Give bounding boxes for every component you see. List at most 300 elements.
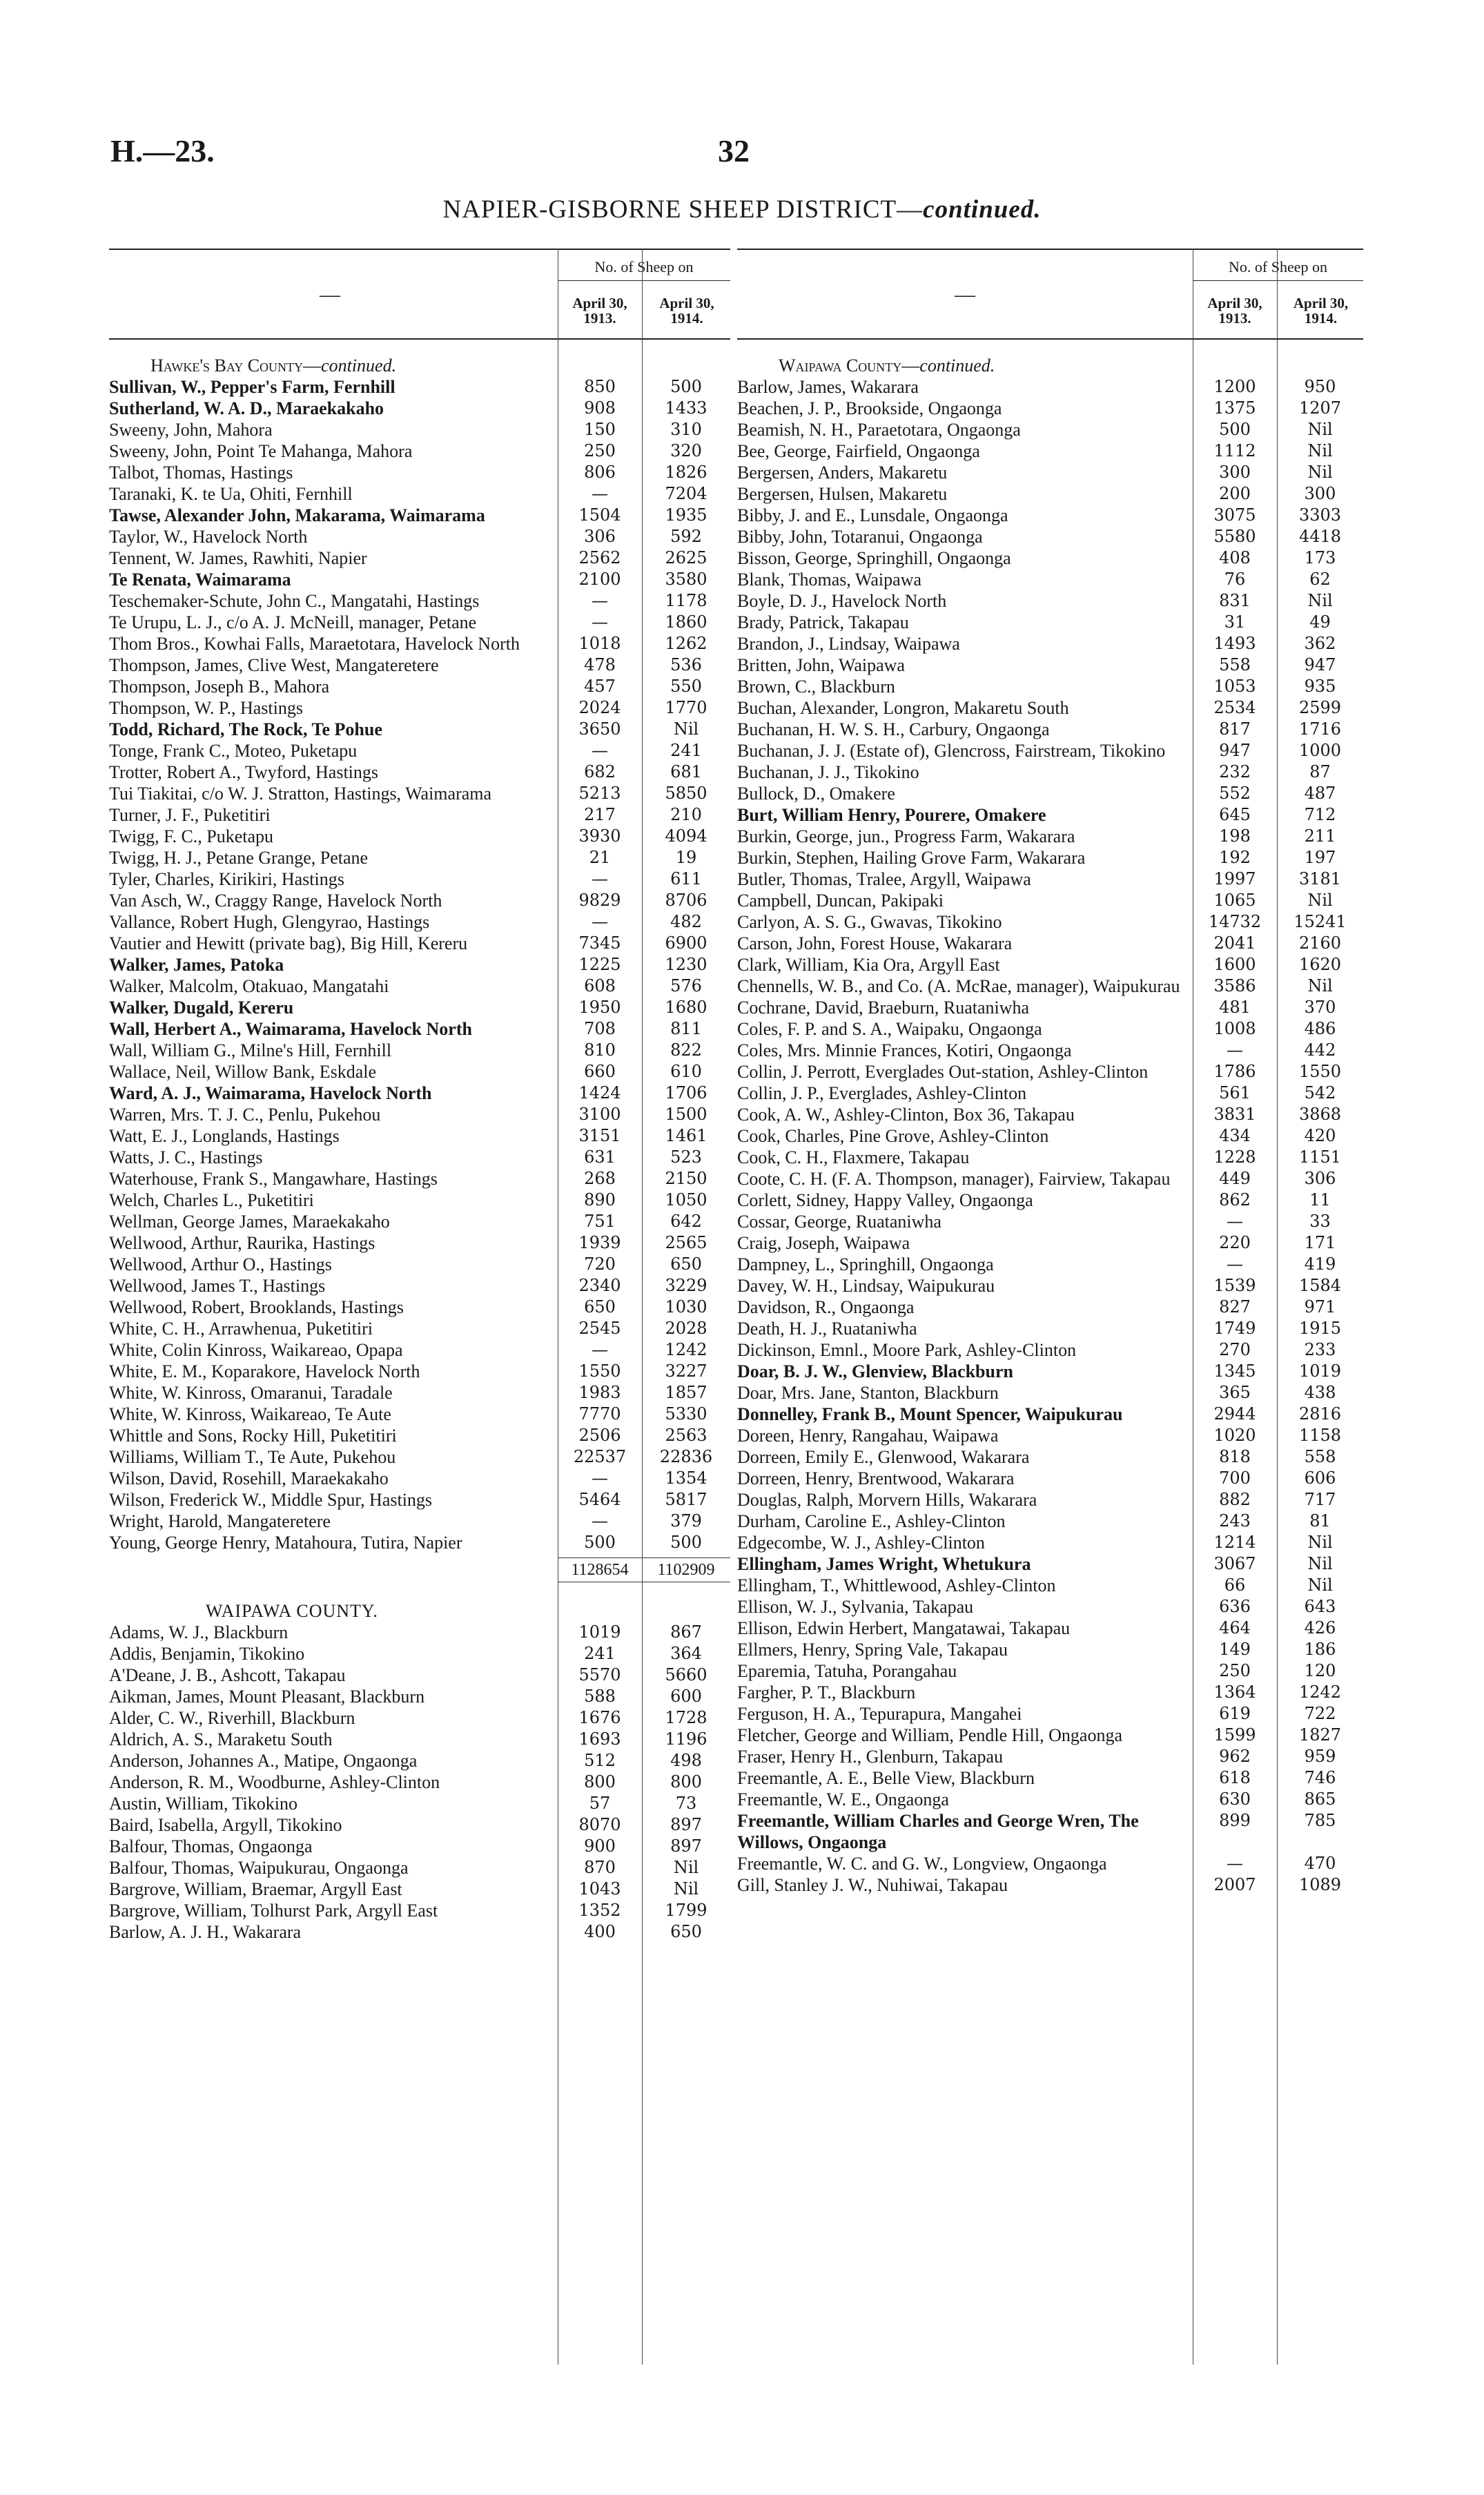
sheep-1913: 268 bbox=[584, 1169, 616, 1188]
sheep-1914: 33 bbox=[1309, 1212, 1331, 1231]
table-row bbox=[737, 1211, 1363, 1232]
table-row bbox=[109, 676, 730, 697]
sheep-1913: 9829 bbox=[578, 891, 621, 910]
holder-name: Britten, John, Waipawa bbox=[737, 655, 905, 675]
table-row bbox=[737, 569, 1363, 590]
sheep-1914: 865 bbox=[1304, 1789, 1336, 1809]
holder-name: Ferguson, H. A., Tepurapura, Mangahei bbox=[737, 1704, 1022, 1724]
sheep-1913: 31 bbox=[1224, 612, 1246, 632]
sheep-1913: 400 bbox=[584, 1922, 616, 1941]
sheep-1913: 5464 bbox=[578, 1490, 621, 1509]
holder-name: Doreen, Henry, Rangahau, Waipawa bbox=[737, 1426, 999, 1446]
sheep-1914: 2625 bbox=[665, 548, 707, 567]
table-row bbox=[109, 1168, 730, 1190]
sheep-1913: 1504 bbox=[578, 505, 621, 525]
table-row bbox=[737, 1040, 1363, 1061]
sheep-1913: — bbox=[592, 1340, 608, 1359]
holder-name: Dampney, L., Springhill, Ongaonga bbox=[737, 1254, 994, 1274]
sheep-1913: 150 bbox=[584, 420, 616, 439]
sheep-1914: 1158 bbox=[1298, 1426, 1342, 1445]
sheep-1914: 1706 bbox=[665, 1083, 707, 1103]
sheep-1914: 73 bbox=[675, 1794, 697, 1813]
table-row bbox=[737, 1104, 1363, 1125]
table-row bbox=[109, 1275, 730, 1297]
holder-name: Durham, Caroline E., Ashley-Clinton bbox=[737, 1511, 1006, 1531]
sheep-1913: — bbox=[592, 591, 608, 610]
sheep-1914: 1196 bbox=[665, 1729, 707, 1749]
sheep-1914: 2028 bbox=[665, 1319, 707, 1338]
sheep-1914: 1207 bbox=[1298, 398, 1342, 418]
description-header: — bbox=[320, 283, 340, 306]
table-row bbox=[109, 847, 730, 868]
holder-name: Trotter, Robert A., Twyford, Hastings bbox=[109, 762, 379, 782]
sheep-1914: 3229 bbox=[665, 1276, 707, 1295]
holder-name: Wallace, Neil, Willow Bank, Eskdale bbox=[109, 1062, 376, 1082]
sheep-1914: 486 bbox=[1304, 1019, 1336, 1038]
sheep-1913: 1950 bbox=[578, 998, 621, 1017]
sheep-1914: 542 bbox=[1304, 1083, 1336, 1103]
sheep-1913: 5570 bbox=[578, 1665, 621, 1685]
table-row bbox=[737, 1382, 1363, 1404]
sheep-1913: 500 bbox=[1219, 420, 1251, 439]
table-row bbox=[109, 1793, 730, 1814]
holder-name: Wellwood, James T., Hastings bbox=[109, 1276, 326, 1296]
table-row bbox=[109, 1707, 730, 1729]
holder-name: Dorreen, Henry, Brentwood, Wakarara bbox=[737, 1468, 1015, 1488]
table-row bbox=[109, 1468, 730, 1489]
holder-name: Fletcher, George and William, Pendle Hill, Ongaonga bbox=[737, 1725, 1122, 1745]
sheep-1913: 631 bbox=[584, 1147, 616, 1167]
sheep-1913: — bbox=[592, 869, 608, 889]
table-row bbox=[109, 569, 730, 590]
holder-name: White, W. Kinross, Waikareao, Te Aute bbox=[109, 1404, 391, 1424]
sheep-1914: 3303 bbox=[1298, 505, 1342, 525]
sheep-1914: Nil bbox=[1307, 976, 1333, 996]
table-row bbox=[109, 1643, 730, 1664]
table-row bbox=[737, 1596, 1363, 1618]
holder-name: Thompson, W. P., Hastings bbox=[109, 698, 303, 718]
holder-name: Bergersen, Hulsen, Makaretu bbox=[737, 484, 948, 504]
holder-name: Edgecombe, W. J., Ashley-Clinton bbox=[737, 1533, 985, 1553]
table-row bbox=[737, 1575, 1363, 1596]
section-heading: WAIPAWA COUNTY. bbox=[206, 1601, 378, 1621]
table-row bbox=[109, 1040, 730, 1061]
table-row bbox=[737, 1511, 1363, 1532]
table-row bbox=[109, 1489, 730, 1511]
sheep-1914: 15241 bbox=[1293, 912, 1347, 931]
sheep-1914: Nil bbox=[1307, 420, 1333, 439]
sheep-1913: 365 bbox=[1219, 1383, 1251, 1402]
holder-name: Williams, William T., Te Aute, Pukehou bbox=[109, 1447, 396, 1467]
sheep-1914: Nil bbox=[1307, 1554, 1333, 1573]
sheep-1913: 2562 bbox=[578, 548, 621, 567]
sheep-1914: 576 bbox=[670, 976, 702, 996]
table-row bbox=[109, 1061, 730, 1083]
holder-name: Campbell, Duncan, Pakipaki bbox=[737, 891, 944, 911]
sheep-1913: 870 bbox=[584, 1858, 616, 1877]
table-row bbox=[109, 954, 730, 975]
holder-name: Beachen, J. P., Brookside, Ongaonga bbox=[737, 398, 1002, 418]
table-row bbox=[109, 1900, 730, 1921]
holder-name: Bargrove, William, Tolhurst Park, Argyll East bbox=[109, 1901, 438, 1921]
sheep-1913: 2534 bbox=[1213, 698, 1256, 717]
holder-name: Anderson, R. M., Woodburne, Ashley-Clinton bbox=[109, 1772, 440, 1792]
sheep-1914: 364 bbox=[670, 1644, 702, 1663]
sheep-1913: 1424 bbox=[578, 1083, 621, 1103]
table-row bbox=[109, 1921, 730, 1943]
sheep-1914: 1680 bbox=[665, 998, 707, 1017]
table-row bbox=[737, 419, 1363, 440]
sheep-1913: 3067 bbox=[1213, 1554, 1256, 1573]
county-total bbox=[109, 1557, 730, 1582]
table-row bbox=[737, 1532, 1363, 1553]
total-1914: 1102909 bbox=[642, 1557, 730, 1582]
sheep-1913: 817 bbox=[1219, 719, 1251, 739]
sheep-1913: 5580 bbox=[1213, 527, 1256, 546]
sheep-1913: 708 bbox=[584, 1019, 616, 1038]
sheep-1914: 1000 bbox=[1298, 741, 1342, 760]
table-row bbox=[737, 633, 1363, 654]
sheep-1914: 7204 bbox=[665, 484, 707, 503]
table-row bbox=[109, 1018, 730, 1040]
sheep-count-header: No. of Sheep on bbox=[1229, 258, 1327, 275]
sheep-1914: 62 bbox=[1309, 570, 1331, 589]
table-row bbox=[109, 997, 730, 1018]
table-row bbox=[737, 1682, 1363, 1703]
table-row bbox=[109, 1318, 730, 1339]
sheep-1913: 481 bbox=[1219, 998, 1251, 1017]
sheep-1914: 4418 bbox=[1298, 527, 1342, 546]
holder-name: Balfour, Thomas, Ongaonga bbox=[109, 1836, 313, 1856]
holder-name: Collin, J. Perrott, Everglades Out-station, Ashley-Clinton bbox=[737, 1062, 1149, 1082]
sheep-1913: 512 bbox=[584, 1751, 616, 1770]
sheep-1914: 3227 bbox=[665, 1361, 707, 1381]
sheep-1913: 800 bbox=[584, 1772, 616, 1792]
sheep-1913: 2506 bbox=[578, 1426, 621, 1445]
table-row bbox=[109, 1771, 730, 1793]
holder-name: Freemantle, William Charles and George Wren, The Willows, Ongaonga bbox=[737, 1811, 1139, 1852]
left-table-body bbox=[109, 352, 730, 1943]
holder-name: Davidson, R., Ongaonga bbox=[737, 1297, 915, 1317]
table-row bbox=[737, 933, 1363, 954]
holder-name: Watt, E. J., Longlands, Hastings bbox=[109, 1126, 340, 1146]
sheep-1914: 11 bbox=[1309, 1190, 1331, 1210]
table-row bbox=[109, 1232, 730, 1254]
sheep-1914: 2599 bbox=[1298, 698, 1342, 717]
holder-name: Freemantle, W. C. and G. W., Longview, Ongaonga bbox=[737, 1854, 1107, 1874]
right-table-body bbox=[737, 352, 1363, 1896]
sheep-1914: 1151 bbox=[1298, 1147, 1342, 1167]
sheep-1914: 470 bbox=[1304, 1854, 1336, 1873]
sheep-1914: 722 bbox=[1304, 1704, 1336, 1723]
table-row bbox=[109, 1664, 730, 1686]
sheep-1914: 300 bbox=[1304, 484, 1336, 503]
holder-name: Tyler, Charles, Kirikiri, Hastings bbox=[109, 869, 344, 889]
sheep-1913: 1749 bbox=[1213, 1319, 1256, 1338]
holder-name: Craig, Joseph, Waipawa bbox=[737, 1233, 910, 1253]
holder-name: Buchanan, H. W. S. H., Carbury, Ongaonga bbox=[737, 719, 1050, 739]
sheep-1913: 457 bbox=[584, 677, 616, 696]
sheep-1914: 197 bbox=[1304, 848, 1336, 867]
holder-name: Gill, Stanley J. W., Nuhiwai, Takapau bbox=[737, 1875, 1008, 1895]
table-row bbox=[109, 1404, 730, 1425]
sheep-1913: 806 bbox=[584, 463, 616, 482]
table-row bbox=[737, 376, 1363, 398]
sheep-1913: 561 bbox=[1219, 1083, 1251, 1103]
sheep-1914: 2160 bbox=[1298, 933, 1342, 953]
holder-name: A'Deane, J. B., Ashcott, Takapau bbox=[109, 1665, 346, 1685]
holder-name: Burkin, Stephen, Hailing Grove Farm, Wakarara bbox=[737, 848, 1086, 868]
holder-name: Wilson, Frederick W., Middle Spur, Hastings bbox=[109, 1490, 433, 1510]
sheep-1914: 241 bbox=[670, 741, 702, 760]
table-row bbox=[737, 440, 1363, 462]
holder-name: Freemantle, W. E., Ongaonga bbox=[737, 1789, 949, 1809]
sheep-1913: 810 bbox=[584, 1040, 616, 1060]
holder-name: Tonge, Frank C., Moteo, Puketapu bbox=[109, 741, 358, 761]
sheep-1913: 1225 bbox=[578, 955, 621, 974]
table-row bbox=[737, 1853, 1363, 1874]
sheep-1914: Nil bbox=[1307, 891, 1333, 910]
sheep-1914: Nil bbox=[1307, 441, 1333, 460]
table-row bbox=[109, 462, 730, 483]
holder-name: Cook, C. H., Flaxmere, Takapau bbox=[737, 1147, 970, 1167]
sheep-1913: 720 bbox=[584, 1254, 616, 1274]
sheep-1914: Nil bbox=[673, 1858, 699, 1877]
sheep-1913: 270 bbox=[1219, 1340, 1251, 1359]
holder-name: Turner, J. F., Puketitiri bbox=[109, 805, 271, 825]
sheep-1914: 1089 bbox=[1298, 1875, 1342, 1894]
sheep-1914: 1242 bbox=[1298, 1682, 1342, 1702]
sheep-1914: 717 bbox=[1304, 1490, 1336, 1509]
holder-name: Sweeny, John, Mahora bbox=[109, 420, 273, 440]
sheep-1914: 822 bbox=[670, 1040, 702, 1060]
sheep-1914: 1461 bbox=[665, 1126, 707, 1145]
sheep-1914: 642 bbox=[670, 1212, 702, 1231]
table-row bbox=[737, 1254, 1363, 1275]
sheep-1913: — bbox=[592, 484, 608, 503]
sheep-1914: 500 bbox=[670, 377, 702, 396]
sheep-1913: 1983 bbox=[578, 1383, 621, 1402]
sheep-1913: 5213 bbox=[578, 784, 621, 803]
sheep-1913: 850 bbox=[584, 377, 616, 396]
holder-name: Ellingham, James Wright, Whetukura bbox=[737, 1554, 1031, 1574]
holder-name: Adams, W. J., Blackburn bbox=[109, 1622, 289, 1642]
table-row bbox=[109, 868, 730, 890]
sheep-1913: 3930 bbox=[578, 826, 621, 846]
holder-name: Carlyon, A. S. G., Gwavas, Tikokino bbox=[737, 912, 1002, 932]
sheep-1913: 250 bbox=[584, 441, 616, 460]
holder-name: Doar, B. J. W., Glenview, Blackburn bbox=[737, 1361, 1013, 1381]
holder-name: Beamish, N. H., Paraetotara, Ongaonga bbox=[737, 420, 1021, 440]
sheep-1914: 643 bbox=[1304, 1597, 1336, 1616]
sheep-1914: 22836 bbox=[659, 1447, 713, 1466]
sheep-1913: 1228 bbox=[1213, 1147, 1256, 1167]
sheep-1913: 3151 bbox=[578, 1126, 621, 1145]
sheep-1914: 379 bbox=[670, 1511, 702, 1531]
sheep-1913: 1600 bbox=[1213, 955, 1256, 974]
table-row bbox=[109, 783, 730, 804]
sheep-1913: 900 bbox=[584, 1836, 616, 1856]
table-row bbox=[737, 1339, 1363, 1361]
description-header: — bbox=[955, 283, 975, 306]
holder-name: Freemantle, A. E., Belle View, Blackburn bbox=[737, 1768, 1035, 1788]
sheep-1914: 1799 bbox=[665, 1901, 707, 1920]
sheep-1914: 19 bbox=[675, 848, 697, 867]
sheep-1914: 171 bbox=[1304, 1233, 1336, 1252]
sheep-1913: 1200 bbox=[1213, 377, 1256, 396]
sheep-1914: 1433 bbox=[665, 398, 707, 418]
holder-name: Balfour, Thomas, Waipukurau, Ongaonga bbox=[109, 1858, 409, 1878]
table-row bbox=[109, 1729, 730, 1750]
sheep-1913: 408 bbox=[1219, 548, 1251, 567]
table-row bbox=[109, 1297, 730, 1318]
sheep-1914: 6900 bbox=[665, 933, 707, 953]
table-row bbox=[737, 911, 1363, 933]
page-number: 32 bbox=[718, 133, 750, 168]
sheep-1914: 867 bbox=[670, 1622, 702, 1642]
holder-name: Ellison, W. J., Sylvania, Takapau bbox=[737, 1597, 974, 1617]
sheep-1913: 962 bbox=[1219, 1747, 1251, 1766]
holder-name: Te Renata, Waimarama bbox=[109, 570, 291, 590]
holder-name: Twigg, H. J., Petane Grange, Petane bbox=[109, 848, 369, 868]
sheep-1913: 3650 bbox=[578, 719, 621, 739]
sheep-1914: 681 bbox=[670, 762, 702, 781]
year-1914-header: April 30, 1914. bbox=[659, 295, 714, 327]
sheep-1913: 306 bbox=[584, 527, 616, 546]
table-row bbox=[109, 719, 730, 740]
sheep-1914: 897 bbox=[670, 1836, 702, 1856]
table-row bbox=[109, 890, 730, 911]
sheep-1914: 5817 bbox=[665, 1490, 707, 1509]
sheep-1913: 22537 bbox=[573, 1447, 627, 1466]
table-row bbox=[737, 505, 1363, 526]
holder-name: Cossar, George, Ruataniwha bbox=[737, 1212, 941, 1232]
sheep-1914: 1178 bbox=[665, 591, 707, 610]
sheep-1914: 1242 bbox=[665, 1340, 707, 1359]
holder-name: Sullivan, W., Pepper's Farm, Fernhill bbox=[109, 377, 396, 397]
table-row bbox=[737, 1489, 1363, 1511]
holder-name: Wilson, David, Rosehill, Maraekakaho bbox=[109, 1468, 389, 1488]
holder-name: Carson, John, Forest House, Wakarara bbox=[737, 933, 1013, 953]
sheep-1914: Nil bbox=[1307, 1533, 1333, 1552]
table-row bbox=[737, 890, 1363, 911]
table-row bbox=[737, 1703, 1363, 1725]
table-row bbox=[737, 1083, 1363, 1104]
holder-name: Donnelley, Frank B., Mount Spencer, Waipukurau bbox=[737, 1404, 1123, 1424]
sheep-1914: 306 bbox=[1304, 1169, 1336, 1188]
sheep-1913: 3100 bbox=[578, 1105, 621, 1124]
sheep-1913: 630 bbox=[1219, 1789, 1251, 1809]
table-row bbox=[109, 1104, 730, 1125]
holder-name: Vautier and Hewitt (private bag), Big Hill, Kereru bbox=[109, 933, 468, 953]
table-row bbox=[737, 1639, 1363, 1660]
sheep-1913: 1493 bbox=[1213, 634, 1256, 653]
sheep-1914: 746 bbox=[1304, 1768, 1336, 1787]
sheep-1914: 800 bbox=[670, 1772, 702, 1792]
sheep-1914: 1030 bbox=[665, 1297, 707, 1317]
sheep-1913: 1019 bbox=[578, 1622, 621, 1642]
holder-name: Death, H. J., Ruataniwha bbox=[737, 1319, 917, 1339]
holder-name: Anderson, Johannes A., Matipe, Ongaonga bbox=[109, 1751, 418, 1771]
holder-name: Coles, F. P. and S. A., Waipaku, Ongaonga bbox=[737, 1019, 1042, 1039]
year-1913-header: April 30, 1913. bbox=[572, 295, 627, 327]
table-row bbox=[737, 654, 1363, 676]
sheep-1914: 971 bbox=[1304, 1297, 1336, 1317]
holder-name: Boyle, D. J., Havelock North bbox=[737, 591, 947, 611]
holder-name: Davey, W. H., Lindsay, Waipukurau bbox=[737, 1276, 995, 1296]
sheep-1914: Nil bbox=[1307, 1575, 1333, 1595]
table-row bbox=[109, 1190, 730, 1211]
holder-name: Wellman, George James, Maraekakaho bbox=[109, 1212, 390, 1232]
table-row bbox=[737, 590, 1363, 612]
holder-name: Wellwood, Arthur O., Hastings bbox=[109, 1254, 332, 1274]
sheep-1913: 198 bbox=[1219, 826, 1251, 846]
sheep-1914: 650 bbox=[670, 1922, 702, 1941]
sheep-1913: 1112 bbox=[1213, 441, 1256, 460]
table-row bbox=[109, 1361, 730, 1382]
sheep-1914: 523 bbox=[670, 1147, 702, 1167]
table-row bbox=[109, 612, 730, 633]
sheep-1914: 320 bbox=[670, 441, 702, 460]
table-row bbox=[109, 1254, 730, 1275]
year-1913-header: April 30, 1913. bbox=[1207, 295, 1262, 327]
sheep-1914: 611 bbox=[670, 869, 702, 889]
sheep-1913: 700 bbox=[1219, 1468, 1251, 1488]
sheep-1913: 1053 bbox=[1213, 677, 1256, 696]
table-row bbox=[109, 1211, 730, 1232]
sheep-1914: 173 bbox=[1304, 548, 1336, 567]
sheep-1913: 827 bbox=[1219, 1297, 1251, 1317]
table-row bbox=[737, 1190, 1363, 1211]
sheep-1913: 552 bbox=[1219, 784, 1251, 803]
holder-name: Thompson, Joseph B., Mahora bbox=[109, 677, 330, 697]
sheep-1913: 464 bbox=[1219, 1618, 1251, 1638]
table-row bbox=[737, 1746, 1363, 1767]
sheep-1914: 120 bbox=[1304, 1661, 1336, 1680]
sheep-1914: 442 bbox=[1304, 1040, 1336, 1060]
table-row bbox=[737, 1232, 1363, 1254]
table-row bbox=[737, 1275, 1363, 1297]
table-row bbox=[737, 1125, 1363, 1147]
sheep-1913: 682 bbox=[584, 762, 616, 781]
holder-name: Coles, Mrs. Minnie Frances, Kotiri, Ongaonga bbox=[737, 1040, 1072, 1060]
table-row bbox=[109, 975, 730, 997]
sheep-1913: 66 bbox=[1224, 1575, 1246, 1595]
sheep-1914: 3580 bbox=[665, 570, 707, 589]
table-row bbox=[737, 1297, 1363, 1318]
sheep-1913: 645 bbox=[1219, 805, 1251, 824]
sheep-1913: — bbox=[592, 612, 608, 632]
table-row bbox=[737, 1767, 1363, 1789]
sheep-1913: 3586 bbox=[1213, 976, 1256, 996]
holder-name: Dorreen, Emily E., Glenwood, Wakarara bbox=[737, 1447, 1030, 1467]
holder-name: Blank, Thomas, Waipawa bbox=[737, 570, 922, 590]
table-row bbox=[737, 547, 1363, 569]
table-row bbox=[109, 547, 730, 569]
holder-name: Sweeny, John, Point Te Mahanga, Mahora bbox=[109, 441, 413, 461]
sheep-1914: 438 bbox=[1304, 1383, 1336, 1402]
table-row bbox=[109, 1083, 730, 1104]
table-row bbox=[737, 868, 1363, 890]
sheep-1914: 650 bbox=[670, 1254, 702, 1274]
sheep-1913: 660 bbox=[584, 1062, 616, 1081]
holder-name: Cook, A. W., Ashley-Clinton, Box 36, Takapau bbox=[737, 1105, 1075, 1125]
sheep-1913: 3075 bbox=[1213, 505, 1256, 525]
holder-name: Taylor, W., Havelock North bbox=[109, 527, 308, 547]
sheep-1914: 3181 bbox=[1298, 869, 1342, 889]
sheep-1913: — bbox=[1227, 1854, 1243, 1873]
table-row bbox=[109, 826, 730, 847]
